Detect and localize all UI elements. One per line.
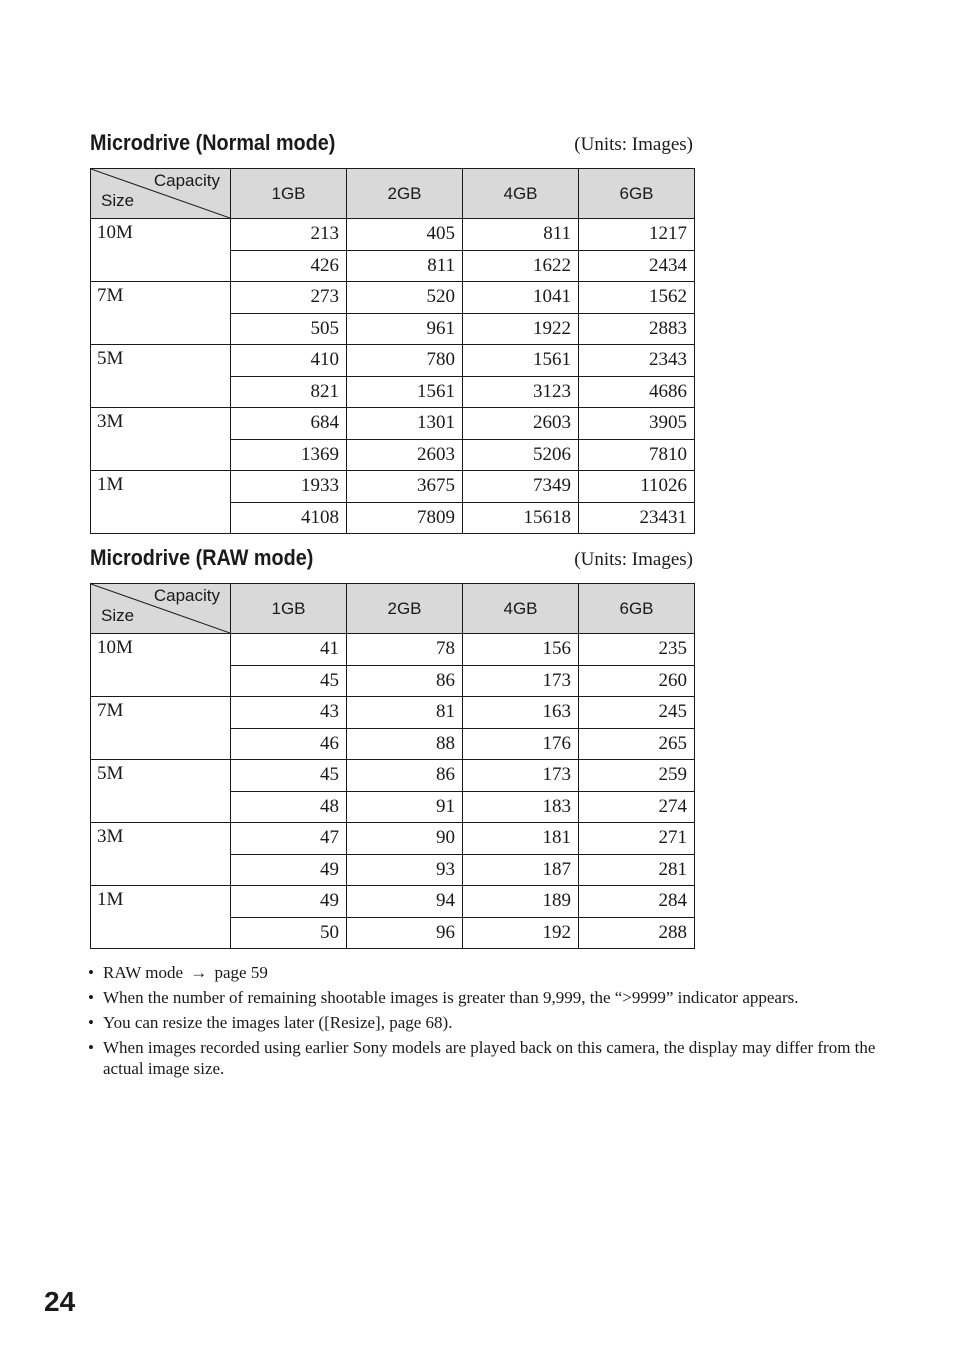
note-text: You can resize the images later ([Resize], page 68). bbox=[103, 1013, 453, 1032]
value-cell: 271 bbox=[579, 823, 695, 855]
value-cell: 281 bbox=[579, 854, 695, 886]
value-cell: 43 bbox=[231, 697, 347, 729]
table-row bbox=[91, 345, 695, 377]
value-cell: 265 bbox=[579, 728, 695, 760]
value-cell: 1369 bbox=[231, 439, 347, 471]
note-item bbox=[88, 1037, 878, 1079]
value-cell: 45 bbox=[231, 665, 347, 697]
header-row bbox=[91, 169, 695, 219]
bullet: • bbox=[88, 1013, 94, 1032]
value-cell: 7809 bbox=[347, 502, 463, 534]
table-body bbox=[91, 634, 695, 949]
column-header: 2GB bbox=[347, 169, 463, 219]
value-cell: 780 bbox=[347, 345, 463, 377]
value-cell: 23431 bbox=[579, 502, 695, 534]
corner-header-cell bbox=[91, 584, 231, 634]
value-cell: 2343 bbox=[579, 345, 695, 377]
size-cell: 3M bbox=[91, 823, 231, 886]
value-cell: 86 bbox=[347, 760, 463, 792]
value-cell: 96 bbox=[347, 917, 463, 949]
size-cell: 7M bbox=[91, 282, 231, 345]
value-cell: 163 bbox=[463, 697, 579, 729]
normal-mode-table bbox=[90, 168, 695, 534]
value-cell: 5206 bbox=[463, 439, 579, 471]
table-row bbox=[91, 634, 695, 666]
section-title: Microdrive (RAW mode) bbox=[90, 545, 314, 570]
value-cell: 273 bbox=[231, 282, 347, 314]
size-cell: 10M bbox=[91, 219, 231, 282]
bullet: • bbox=[88, 963, 94, 982]
column-header: 4GB bbox=[463, 584, 579, 634]
value-cell: 284 bbox=[579, 886, 695, 918]
value-cell: 94 bbox=[347, 886, 463, 918]
value-cell: 288 bbox=[579, 917, 695, 949]
table-row bbox=[91, 471, 695, 503]
header-row bbox=[91, 584, 695, 634]
value-cell: 189 bbox=[463, 886, 579, 918]
units-label: (Units: Images) bbox=[574, 134, 693, 155]
value-cell: 1301 bbox=[347, 408, 463, 440]
normal-mode-header bbox=[90, 130, 693, 160]
value-cell: 410 bbox=[231, 345, 347, 377]
table-header bbox=[91, 584, 695, 634]
value-cell: 1561 bbox=[347, 376, 463, 408]
value-cell: 46 bbox=[231, 728, 347, 760]
value-cell: 50 bbox=[231, 917, 347, 949]
capacity-label: Capacity bbox=[153, 171, 220, 190]
column-header: 4GB bbox=[463, 169, 579, 219]
size-cell: 3M bbox=[91, 408, 231, 471]
value-cell: 49 bbox=[231, 886, 347, 918]
value-cell: 7349 bbox=[463, 471, 579, 503]
value-cell: 49 bbox=[231, 854, 347, 886]
value-cell: 235 bbox=[579, 634, 695, 666]
value-cell: 4686 bbox=[579, 376, 695, 408]
value-cell: 3123 bbox=[463, 376, 579, 408]
value-cell: 1933 bbox=[231, 471, 347, 503]
size-cell: 1M bbox=[91, 886, 231, 949]
value-cell: 213 bbox=[231, 219, 347, 251]
value-cell: 811 bbox=[347, 250, 463, 282]
raw-mode-header bbox=[90, 545, 693, 575]
value-cell: 821 bbox=[231, 376, 347, 408]
value-cell: 3905 bbox=[579, 408, 695, 440]
value-cell: 11026 bbox=[579, 471, 695, 503]
size-cell: 10M bbox=[91, 634, 231, 697]
value-cell: 2603 bbox=[463, 408, 579, 440]
note-text: When the number of remaining shootable images is greater than 9,999, the “>9999” indicator appears. bbox=[103, 988, 799, 1007]
value-cell: 187 bbox=[463, 854, 579, 886]
column-header: 1GB bbox=[231, 169, 347, 219]
value-cell: 81 bbox=[347, 697, 463, 729]
size-cell: 5M bbox=[91, 345, 231, 408]
size-cell: 1M bbox=[91, 471, 231, 534]
value-cell: 48 bbox=[231, 791, 347, 823]
value-cell: 1622 bbox=[463, 250, 579, 282]
section-title: Microdrive (Normal mode) bbox=[90, 130, 336, 155]
value-cell: 15618 bbox=[463, 502, 579, 534]
notes-list bbox=[88, 962, 878, 1083]
value-cell: 811 bbox=[463, 219, 579, 251]
column-header: 2GB bbox=[347, 584, 463, 634]
value-cell: 173 bbox=[463, 760, 579, 792]
column-header: 1GB bbox=[231, 584, 347, 634]
note-item bbox=[88, 962, 878, 983]
value-cell: 684 bbox=[231, 408, 347, 440]
value-cell: 41 bbox=[231, 634, 347, 666]
value-cell: 93 bbox=[347, 854, 463, 886]
table-header bbox=[91, 169, 695, 219]
value-cell: 961 bbox=[347, 313, 463, 345]
size-label: Size bbox=[101, 606, 135, 625]
value-cell: 505 bbox=[231, 313, 347, 345]
table-row bbox=[91, 219, 695, 251]
table-body bbox=[91, 219, 695, 534]
note-item bbox=[88, 987, 878, 1008]
value-cell: 260 bbox=[579, 665, 695, 697]
table-row bbox=[91, 823, 695, 855]
value-cell: 2603 bbox=[347, 439, 463, 471]
value-cell: 91 bbox=[347, 791, 463, 823]
value-cell: 274 bbox=[579, 791, 695, 823]
value-cell: 520 bbox=[347, 282, 463, 314]
column-header: 6GB bbox=[579, 169, 695, 219]
value-cell: 1561 bbox=[463, 345, 579, 377]
size-cell: 7M bbox=[91, 697, 231, 760]
value-cell: 156 bbox=[463, 634, 579, 666]
value-cell: 181 bbox=[463, 823, 579, 855]
value-cell: 176 bbox=[463, 728, 579, 760]
raw-mode-label: RAW mode bbox=[103, 963, 184, 982]
value-cell: 78 bbox=[347, 634, 463, 666]
bullet: • bbox=[88, 988, 94, 1007]
value-cell: 3675 bbox=[347, 471, 463, 503]
value-cell: 1217 bbox=[579, 219, 695, 251]
page-reference: page 59 bbox=[214, 963, 268, 982]
table-row bbox=[91, 760, 695, 792]
value-cell: 259 bbox=[579, 760, 695, 792]
size-cell: 5M bbox=[91, 760, 231, 823]
capacity-label: Capacity bbox=[153, 586, 220, 605]
table-row bbox=[91, 282, 695, 314]
value-cell: 86 bbox=[347, 665, 463, 697]
value-cell: 173 bbox=[463, 665, 579, 697]
value-cell: 426 bbox=[231, 250, 347, 282]
value-cell: 47 bbox=[231, 823, 347, 855]
bullet: • bbox=[88, 1038, 94, 1057]
corner-header-cell bbox=[91, 169, 231, 219]
size-label: Size bbox=[101, 191, 135, 210]
note-item bbox=[88, 1012, 878, 1033]
raw-mode-table bbox=[90, 583, 695, 949]
value-cell: 4108 bbox=[231, 502, 347, 534]
value-cell: 1922 bbox=[463, 313, 579, 345]
value-cell: 90 bbox=[347, 823, 463, 855]
value-cell: 1041 bbox=[463, 282, 579, 314]
value-cell: 192 bbox=[463, 917, 579, 949]
value-cell: 245 bbox=[579, 697, 695, 729]
value-cell: 2434 bbox=[579, 250, 695, 282]
value-cell: 2883 bbox=[579, 313, 695, 345]
value-cell: 45 bbox=[231, 760, 347, 792]
value-cell: 7810 bbox=[579, 439, 695, 471]
units-label: (Units: Images) bbox=[574, 549, 693, 570]
table-row bbox=[91, 408, 695, 440]
value-cell: 183 bbox=[463, 791, 579, 823]
note-text: When images recorded using earlier Sony models are played back on this camera, the display may differ from the actual image size. bbox=[103, 1038, 876, 1078]
table-row bbox=[91, 697, 695, 729]
right-arrow-icon: → bbox=[190, 963, 208, 982]
table-row bbox=[91, 886, 695, 918]
value-cell: 405 bbox=[347, 219, 463, 251]
column-header: 6GB bbox=[579, 584, 695, 634]
value-cell: 88 bbox=[347, 728, 463, 760]
value-cell: 1562 bbox=[579, 282, 695, 314]
page-number: 24 bbox=[44, 1286, 76, 1317]
